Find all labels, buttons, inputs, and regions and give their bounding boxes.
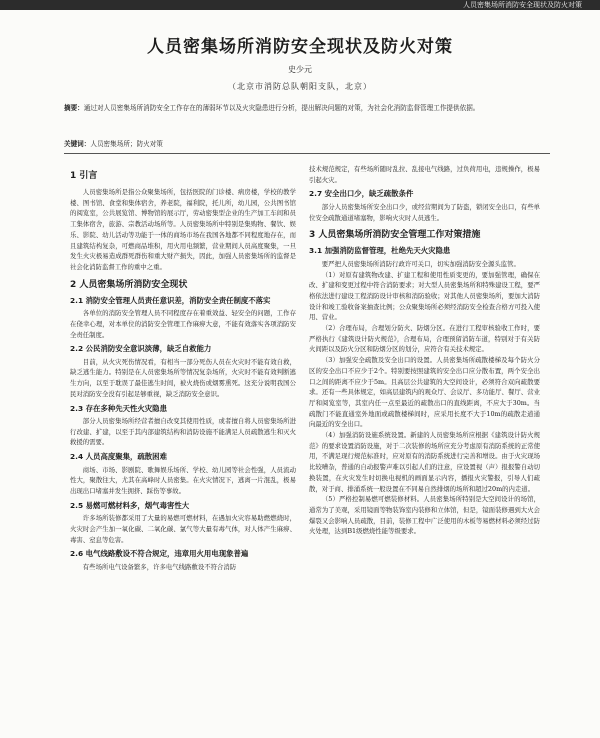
paragraph: （5）严格控制易燃可燃装修材料。人员密集场所特别是大空间设计的场馆，通常为了美观，采用镜面等物装饰室内装修和立体馆，但是，镜面装修遇到大火会爆裂又会影响人员疏散，目前，装修工程中广泛使用的木板等易燃材料必须经过防火处理，达到B1级燃烧性能等级要求。 bbox=[309, 495, 540, 536]
paragraph: （3）加强安全疏散及安全出口的设置。人员密集场所疏散楼梯及每个防火分区的安全出口不应少于2个。特别要按照建筑的安全出口应分散布置，两个安全出口之间的距离不应少于5m。且高层公共建筑的大空间设计，必须符合双向疏散要求。还有一些具体规定，如高层建筑内的观众厅、会议厅、多功能厅、餐厅、营业厅和阅览室等，其室内任一点至最近的疏散出口的直线距离，不应大于30m。当疏散门不能直通室外地面或疏散楼梯间时，应采用长度不大于10m的疏散走道通向最近的安全出口。 bbox=[309, 356, 540, 429]
divider bbox=[64, 153, 550, 154]
paragraph: 许多场所装修都采用了大量的易燃可燃材料，在遇加火灾容易助燃燃烧时，火灾时会产生加一氧化碳、二氧化碳、氯气等大量有毒气体，对人体产生麻痹、毒害、窒息等危害。 bbox=[70, 514, 296, 544]
paragraph: 技术规范规定，有些场所随时乱拉、乱接电气线路，过负荷用电，违规操作，极易引起火灾。 bbox=[309, 165, 540, 184]
subsection-heading: 2.4 人员高度聚集，疏散困难 bbox=[70, 452, 167, 462]
subsection-heading: 3.1 加强消防监督管理，杜绝先天火灾隐患 bbox=[309, 246, 451, 256]
keywords-text: 人员密集场所；防火对策 bbox=[90, 140, 163, 148]
paragraph: 商场、市场、影剧院、歌舞娱乐场所、学校、幼儿园等社会性强，人员流动性大，聚散往大，尤其在高峰时人员密集。在火灾情况下，逃离一片混乱，极易出现出口堵塞并发生拥挤、踩伤等事故。 bbox=[70, 465, 296, 496]
section-heading: 1 引言 bbox=[70, 171, 98, 181]
paragraph: （4）加强消防设施系统设置。新建的人员密集场所应根据《建筑设计防火规范》的要求设置消防设施，对于二次装修的场所应充分考虑原有消防系统的正常使用，不满足现行规范标准时，应对原有的消防系统进行完善和增设。由于火灾现场比较嘈杂，普通的自动报警声难以引起人们的注意，应设置视（声）报报警自动切换装置，在火灾发生时切换电视机的画面显示内容，播报火灾警报，引导人们疏散，对于商、排涌系统一般设置在不同易自然排烟的场所和超过20m的内走道。 bbox=[309, 431, 540, 493]
abstract-label: 摘要： bbox=[64, 104, 84, 112]
abstract-text: 通过对人员密集场所消防安全工作存在的薄弱环节以及火灾隐患进行分析，提出解决问题的对策，为社会化消防监督管理工作提供依据。 bbox=[83, 104, 480, 112]
paragraph: （1）对原有建筑物改建、扩建工程和使用性质变更的，要加强管理，确保在改、扩建和变更过程中符合消防要求；对大型人员密集场所和特殊建设工程，要严格依法进行建设工程消防设计审核和消防验收；对其他人员密集场所，要加大消防设计和竣工验收备案抽查比例；公众聚集场所必须经消防安全检查合格方可投入使用、营业。 bbox=[309, 270, 540, 322]
keywords bbox=[64, 139, 550, 149]
subsection-heading: 2.1 消防安全管理人员责任意识差，消防安全责任制度不落实 bbox=[70, 295, 271, 305]
paragraph: 人员密集场所是指公众聚集场所，包括医院的门诊楼、病房楼，学校的教学楼、图书馆、食堂和集体宿舍，养老院，福利院，托儿所，幼儿园，公共图书馆的阅览室，公共展览馆、博物馆的展示厅，劳动密集型企业的生产加工车间和员工集体宿舍，旅游、宗教活动场所等。人员密集场所中特别是集购物、餐饮、娱乐、影院、幼儿活动等功能于一体的商场市场在我国各地都不同程度地存在，而且建筑结构复杂，可燃商品堆积，用火用电频繁，营业期间人员高度聚集，一旦发生火灾极易造成群死群伤和重大财产损失，因此，加强人员密集场所的监督是社会化消防监督工作的重中之重。 bbox=[70, 188, 296, 271]
subsection-heading: 2.7 安全出口少，缺乏疏散条件 bbox=[309, 189, 414, 199]
right-column bbox=[309, 164, 540, 537]
paragraph: 目前，从火灾死伤情况看，有相当一部分死伤人员在火灾时不能有效自救，缺乏逃生能力。特别是在人员密集场所等情况复杂场所，火灾时不能有效判断逃生方向，以至于耽误了最佳逃生时间，被火烧伤或烟雾熏死。这充分说明我国公民对消防安全没有引起足够重视，缺乏消防安全意识。 bbox=[70, 357, 296, 398]
affiliation: （北京市消防总队朝阳支队，北京） bbox=[228, 82, 372, 91]
running-header: 人员密集场所消防安全现状及防火对策 bbox=[0, 0, 600, 10]
subsection-heading: 2.2 公民消防安全意识淡薄，缺乏自救能力 bbox=[70, 344, 212, 354]
subsection-heading: 2.5 易燃可燃材料多，烟气毒害性大 bbox=[70, 500, 190, 510]
paragraph: 部分人员密集场所安全出口少，或经营期间为了防盗，锁闭安全出口，有些单位安全疏散通道堵塞物，影响火灾时人员逃生。 bbox=[309, 202, 540, 222]
paragraph: 各单位的消防安全管理人员不同程度存在着重效益、轻安全的问题，工作存在侥幸心理，对本单位的消防安全管理工作麻痹大意，不能有效落实各项消防安全责任制度。 bbox=[70, 309, 296, 339]
subsection-heading: 2.6 电气线路敷设不符合规定，违章用火用电现象普遍 bbox=[70, 549, 249, 559]
paragraph: （2）合理布局，合理划分防火、防烟分区。在进行工程审核验收工作时，要严格执行《建筑设计防火规范》，合理布局，合理预留消防车道，特别对于有关防火间距以及防火分区和防烟分区的划分，应符合有关技术规定。 bbox=[309, 324, 540, 354]
paragraph: 部分人员密集场所经营者擅自改变其使用性质，或者擅自将人员密集场所进行改建、扩建，以至于其内部建筑结构和消防设施不能满足人员疏散逃生和灭火救援的需要。 bbox=[70, 417, 296, 447]
page-title: 人员密集场所消防安全现状及防火对策 bbox=[147, 37, 453, 57]
keywords-label: 关键词： bbox=[64, 140, 91, 148]
paragraph: 有些场所电气设备繁多，许多电气线路敷设不符合消防 bbox=[82, 562, 237, 571]
paragraph: 要严把人员密集场所消防行政许可关口，切实加强消防安全源头监管。 bbox=[321, 259, 520, 268]
section-heading: 2 人员密集场所消防安全现状 bbox=[70, 279, 188, 290]
section-heading: 3 人员密集场所消防安全管理工作对策措施 bbox=[309, 230, 481, 241]
subsection-heading: 2.3 存在多种先天性火灾隐患 bbox=[70, 403, 167, 413]
abstract bbox=[64, 102, 550, 114]
left-column bbox=[70, 164, 296, 573]
author: 史少元 bbox=[288, 65, 312, 74]
